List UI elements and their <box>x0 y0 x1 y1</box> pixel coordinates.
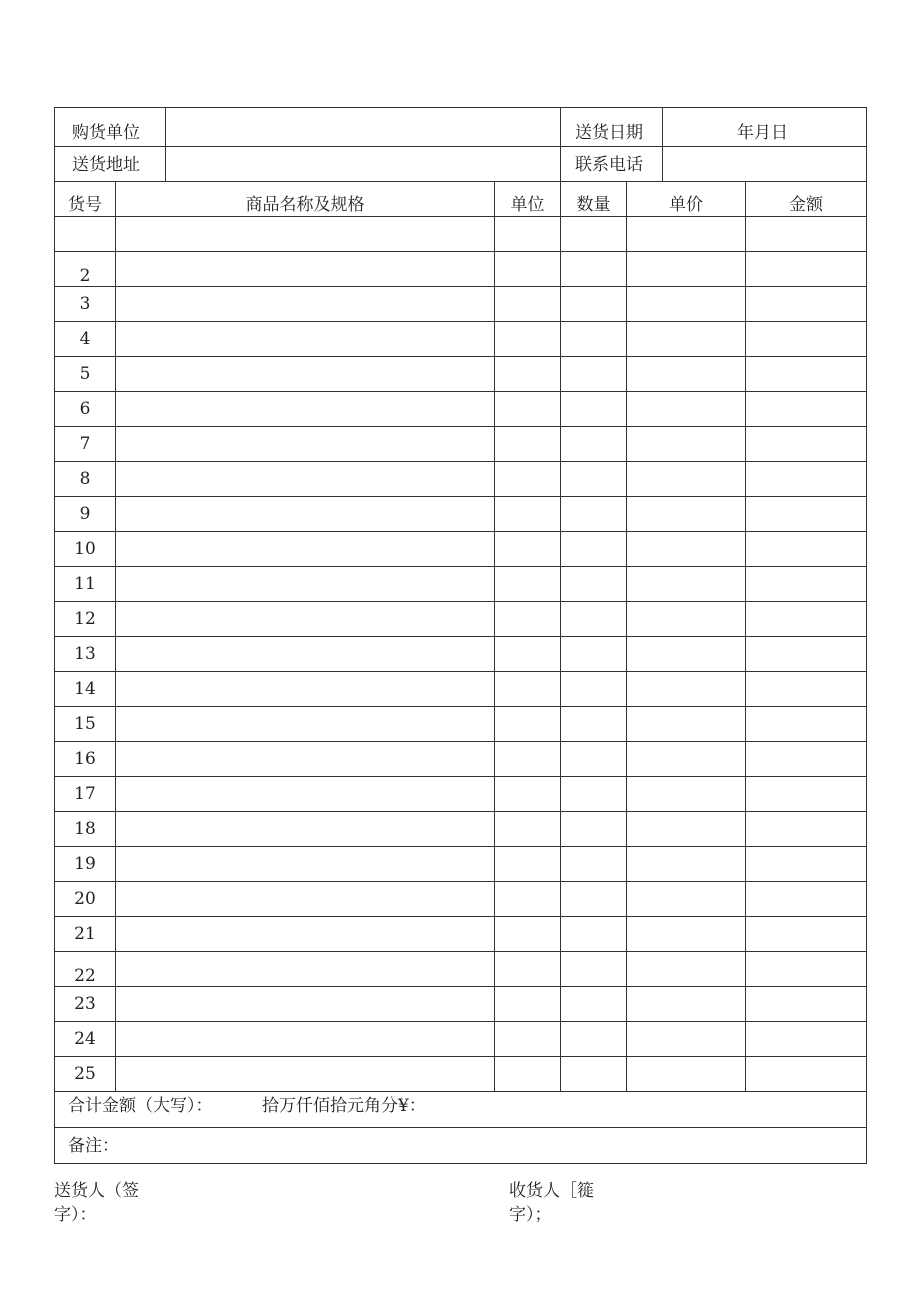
row-number: 6 <box>79 399 91 419</box>
row-number: 9 <box>79 504 91 524</box>
row-divider <box>54 951 867 952</box>
header-col-divider-2 <box>560 107 561 181</box>
total-row-top <box>54 1091 867 1092</box>
row-divider <box>54 426 867 427</box>
header-col-divider-3 <box>662 107 663 181</box>
header-col-divider-1 <box>165 107 166 181</box>
row-number: 18 <box>74 819 96 839</box>
row-divider <box>54 531 867 532</box>
row-divider <box>54 251 867 252</box>
column-header-unit: 单位 <box>510 195 545 215</box>
receiver-signature-label-1: 收货人［簁 <box>509 1181 594 1201</box>
total-amount-label: 合计金额（大写）： <box>68 1096 213 1116</box>
table-bottom-border <box>54 1163 867 1164</box>
row-number: 25 <box>74 1064 96 1084</box>
remarks-row-top <box>54 1127 867 1128</box>
row-divider <box>54 706 867 707</box>
receiver-signature-label-2: 字）； <box>509 1205 552 1225</box>
table-top-border <box>54 107 867 108</box>
row-number: 5 <box>79 364 91 384</box>
row-number: 8 <box>79 469 91 489</box>
row-number: 16 <box>74 749 96 769</box>
row-divider <box>54 776 867 777</box>
row-divider <box>54 846 867 847</box>
row-number: 20 <box>74 889 96 909</box>
row-number: 21 <box>74 924 96 944</box>
row-number: 10 <box>74 539 96 559</box>
date-label: 送货日期 <box>575 123 643 143</box>
row-number: 24 <box>74 1029 96 1049</box>
sender-signature-label-2: 字）： <box>54 1205 97 1225</box>
row-divider <box>54 1021 867 1022</box>
phone-label: 联系电话 <box>575 155 643 175</box>
row-divider <box>54 1056 867 1057</box>
row-number: 12 <box>74 609 96 629</box>
row-divider <box>54 601 867 602</box>
column-header-unit-price: 单价 <box>669 195 703 215</box>
row-divider <box>54 321 867 322</box>
row-number: 17 <box>74 784 96 804</box>
row-number: 13 <box>74 644 96 664</box>
row-number: 15 <box>74 714 96 734</box>
address-label: 送货地址 <box>72 155 140 175</box>
date-value: 年月日 <box>737 123 788 143</box>
row-number: 22 <box>74 966 96 986</box>
row-divider <box>54 496 867 497</box>
row-divider <box>54 286 867 287</box>
buyer-label: 购货单位 <box>72 123 140 143</box>
total-amount-units: 拾万仟佰拾元角分¥： <box>262 1096 426 1116</box>
row-divider <box>54 741 867 742</box>
row-divider <box>54 881 867 882</box>
row-number: 7 <box>79 434 91 454</box>
row-number: 2 <box>79 266 91 286</box>
row-divider <box>54 566 867 567</box>
row-number: 11 <box>74 574 96 594</box>
row-number: 4 <box>79 329 91 349</box>
column-header-item-no: 货号 <box>68 195 102 215</box>
row-divider <box>54 636 867 637</box>
row-divider <box>54 671 867 672</box>
row-number: 14 <box>74 679 96 699</box>
column-header-quantity: 数量 <box>576 195 611 215</box>
row-number: 3 <box>79 294 91 314</box>
row-number: 19 <box>74 854 96 874</box>
row-divider <box>54 916 867 917</box>
sender-signature-label-1: 送货人（签 <box>54 1181 139 1201</box>
row-divider <box>54 461 867 462</box>
row-divider <box>54 986 867 987</box>
column-header-name-spec: 商品名称及规格 <box>245 195 365 215</box>
column-header-amount: 金额 <box>789 195 823 215</box>
row-number: 23 <box>74 994 96 1014</box>
row-divider <box>54 391 867 392</box>
row-divider <box>54 811 867 812</box>
header-divider <box>54 146 867 147</box>
row-divider <box>54 356 867 357</box>
remarks-label: 备注： <box>68 1136 119 1156</box>
